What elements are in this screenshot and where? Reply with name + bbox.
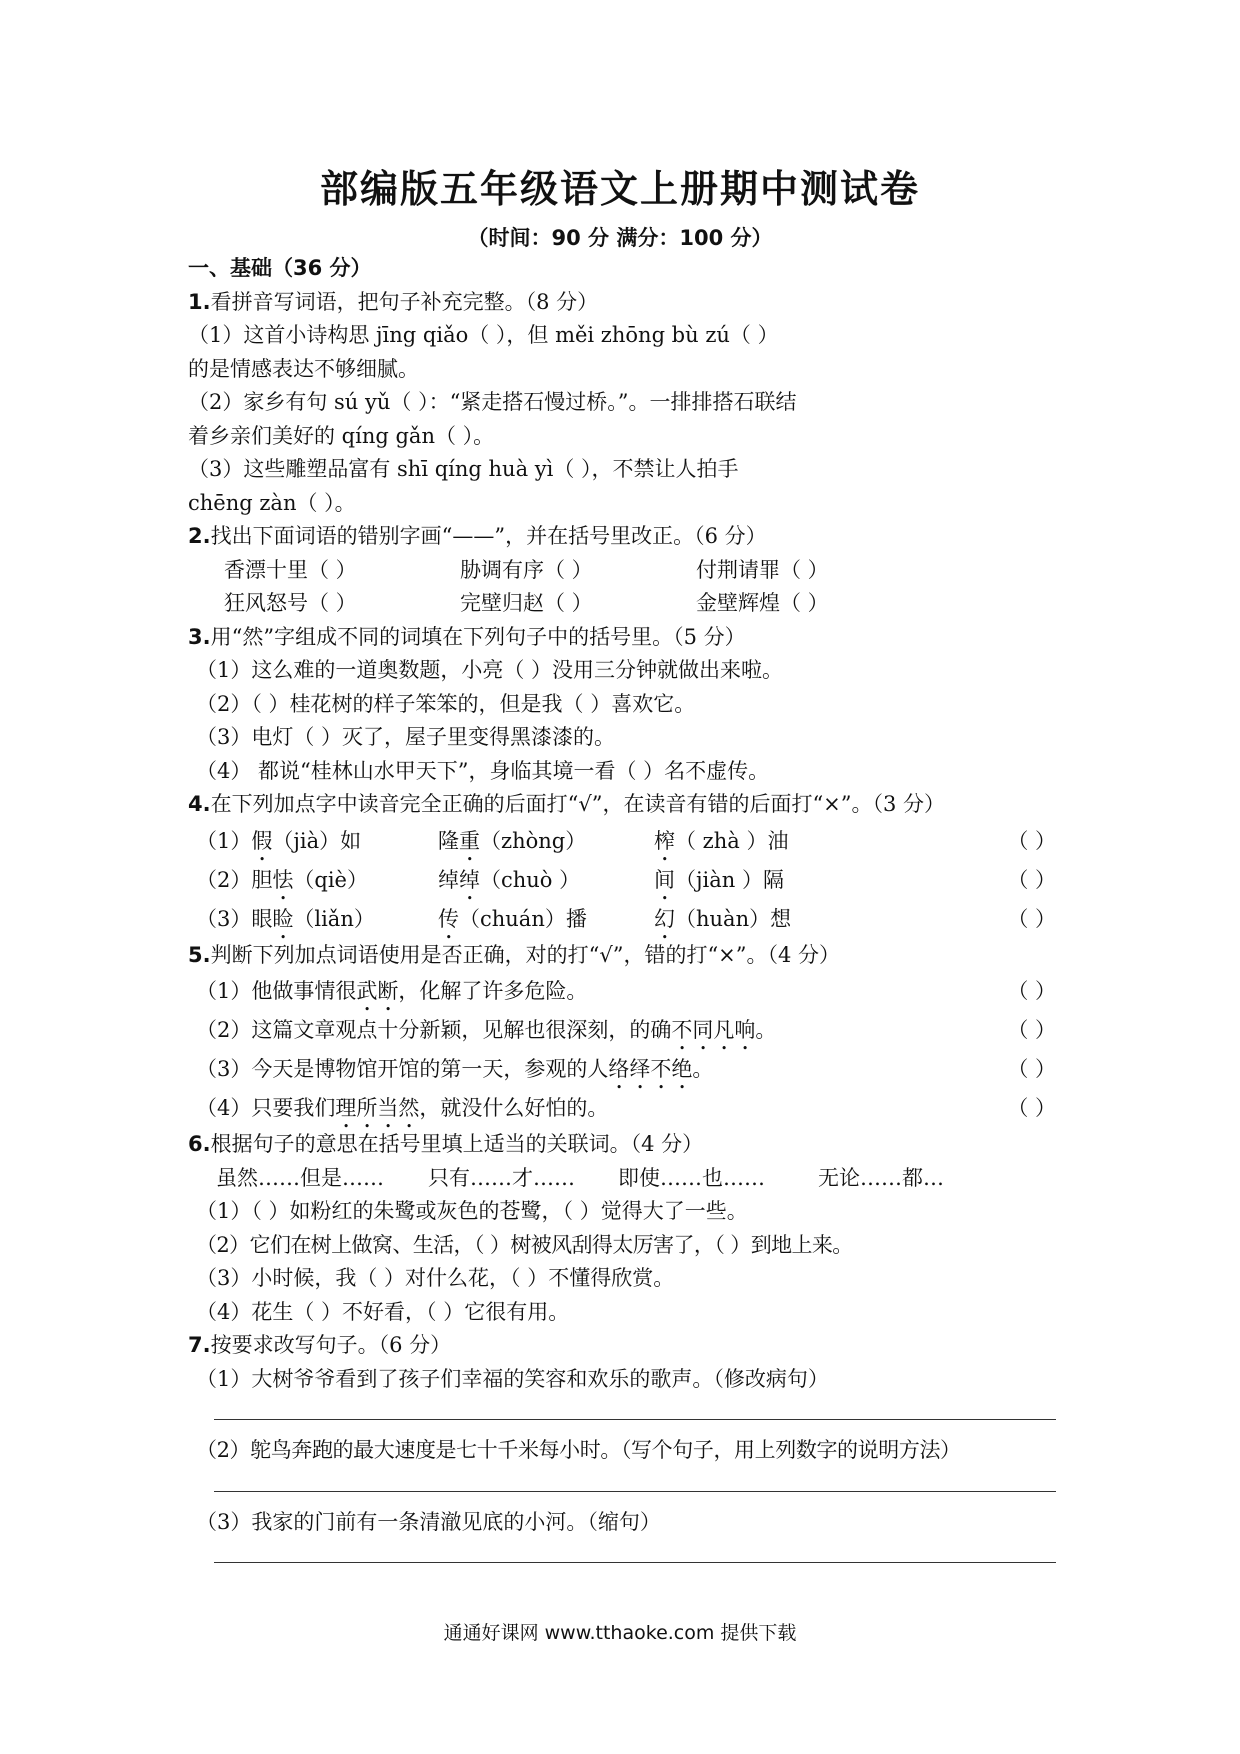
exam-content	[188, 252, 1056, 1577]
question-1-line: chēng zàn（ ）。	[188, 490, 356, 515]
answer-paren: （ ）	[1007, 828, 1056, 853]
answer-paren: （ ）	[1007, 1057, 1056, 1081]
question-3-line: （2）（ ）桂花树的样子笨笨的，但是我（ ）喜欢它。	[196, 691, 696, 716]
question-3-line: （4） 都说“桂林山水甲天下”，身临其境一看（ ）名不虚传。	[196, 758, 770, 783]
question-5-item: （1）他做事情很武断，化解了许多危险。 （ ）	[188, 972, 1056, 1011]
answer-line[interactable]	[188, 1396, 1056, 1434]
question-1-line: 的是情感表达不够细腻。	[188, 356, 419, 381]
question-6-stem: 6.根据句子的意思在括号里填上适当的关联词。（4 分）	[188, 1132, 704, 1156]
answer-line[interactable]	[188, 1468, 1056, 1506]
question-7-line: （2）鸵鸟奔跑的最大速度是七十千米每小时。（写个句子，用上列数字的说明方法）	[196, 1438, 961, 1462]
question-5-stem: 5.判断下列加点词语使用是否正确，对的打“√”，错的打“×”。（4 分）	[188, 942, 841, 967]
question-4-row: （3）眼睑（liǎn） 传（chuán）播 幻（huàn）想 （ ）	[188, 900, 1056, 939]
question-2-row	[188, 587, 1056, 621]
answer-paren: （ ）	[1007, 1096, 1056, 1120]
question-4-stem: 4.在下列加点字中读音完全正确的后面打“√”，在读音有错的后面打“×”。（3 分）	[188, 792, 946, 816]
option: 只有……才……	[428, 1165, 575, 1190]
question-6-line: （4）花生（ ）不好看，（ ）它很有用。	[196, 1299, 570, 1324]
question-6-line: （3）小时候，我（ ）对什么花，（ ）不懂得欣赏。	[196, 1266, 675, 1290]
word-item: 胁调有序（ ）	[460, 557, 593, 582]
question-6-line: （1）（ ）如粉红的朱鹭或灰色的苍鹭，（ ）觉得大了一些。	[196, 1199, 748, 1223]
section-heading: 一、基础（36 分）	[188, 256, 372, 280]
question-2-row	[188, 554, 1056, 588]
question-5-item: （4）只要我们理所当然，就没什么好怕的。 （ ）	[188, 1089, 1056, 1128]
exam-subtitle: （时间：90 分 满分：100 分）	[467, 226, 773, 250]
question-3-line: （3）电灯（ ）灭了，屋子里变得黑漆漆的。	[196, 725, 616, 749]
question-1-stem: 1.看拼音写词语，把句子补充完整。（8 分）	[188, 289, 599, 314]
answer-line[interactable]	[188, 1539, 1056, 1577]
word-item: 付荆请罪（ ）	[696, 557, 829, 582]
question-5-item: （3）今天是博物馆开馆的第一天，参观的人络绎不绝。 （ ）	[188, 1050, 1056, 1089]
answer-paren: （ ）	[1007, 1018, 1056, 1042]
question-1-line: （2）家乡有句 sú yǔ（ ）：“紧走搭石慢过桥。”。一排排搭石联结	[188, 390, 797, 414]
answer-paren: （ ）	[1007, 867, 1056, 892]
word-item: 狂风怒号（ ）	[224, 591, 357, 615]
question-4-row: （2）胆怯（qiè） 绰绰（chuò ） 间（jiàn ）隔 （ ）	[188, 861, 1056, 900]
question-1-line: 着乡亲们美好的 qíng gǎn（ ）。	[188, 423, 495, 448]
word-item: 完壁归赵（ ）	[460, 591, 593, 615]
exam-title: 部编版五年级语文上册期中测试卷	[319, 167, 920, 211]
question-7-line: （3）我家的门前有一条清澈见底的小河。（缩句）	[196, 1509, 661, 1534]
question-5-item: （2）这篇文章观点十分新颖，见解也很深刻，的确不同凡响。 （ ）	[188, 1011, 1056, 1050]
connective-options	[188, 1162, 1056, 1196]
question-1-line: （1）这首小诗构思 jīng qiǎo（ ），但 měi zhōng bù zú（ ）	[188, 323, 779, 347]
answer-paren: （ ）	[1007, 906, 1056, 931]
question-3-line: （1）这么难的一道奥数题，小亮（ ）没用三分钟就做出来啦。	[196, 658, 784, 682]
question-7-line: （1）大树爷爷看到了孩子们幸福的笑容和欢乐的歌声。（修改病句）	[196, 1366, 829, 1391]
question-3-stem: 3.用“然”字组成不同的词填在下列句子中的括号里。（5 分）	[188, 624, 746, 649]
option: 无论……都…	[818, 1165, 944, 1190]
option: 即使……也……	[618, 1165, 765, 1190]
question-4-row: （1）假（jià）如 隆重（zhòng） 榨（ zhà ）油 （ ）	[188, 822, 1056, 861]
question-2-stem: 2.找出下面词语的错别字画“——”，并在括号里改正。（6 分）	[188, 524, 767, 548]
question-1-line: （3）这些雕塑品富有 shī qíng huà yì（ ），不禁让人拍手	[188, 457, 739, 481]
footer-credit: 通通好课网 www.tthaoke.com 提供下载	[443, 1622, 797, 1644]
question-6-line: （2）它们在树上做窝、生活，（ ）树被风刮得太厉害了，（ ）到地上来。	[196, 1232, 853, 1257]
word-item: 香漂十里（ ）	[224, 557, 357, 582]
option: 虽然……但是……	[216, 1165, 384, 1190]
word-item: 金壁辉煌（ ）	[696, 591, 829, 615]
question-7-stem: 7.按要求改写句子。（6 分）	[188, 1333, 452, 1357]
answer-paren: （ ）	[1007, 979, 1056, 1003]
